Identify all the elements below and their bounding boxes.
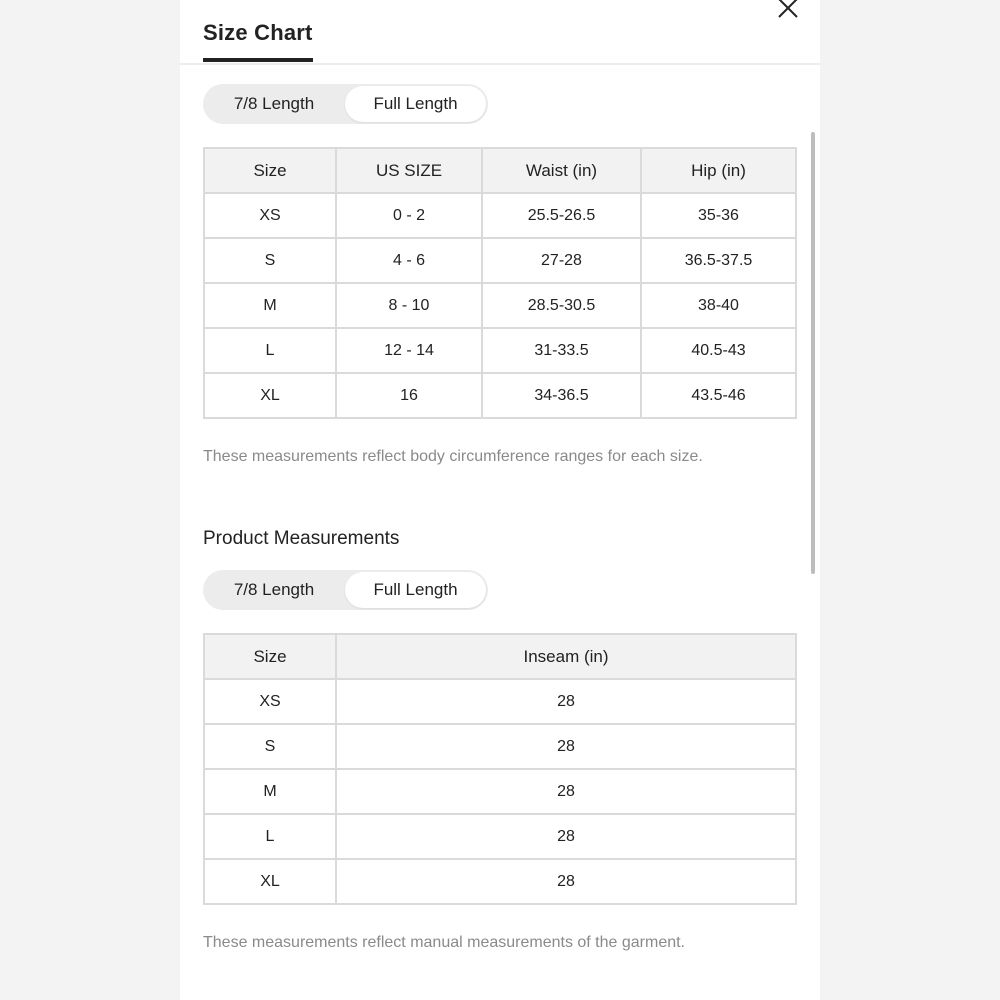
table-header-row: [204, 634, 796, 679]
table-cell: 43.5-46: [641, 373, 796, 418]
table-row: [204, 193, 796, 238]
table-row: [204, 373, 796, 418]
table-cell: 35-36: [641, 193, 796, 238]
scrollbar[interactable]: [811, 132, 815, 574]
column-header: US SIZE: [336, 148, 482, 193]
table-cell: 12 - 14: [336, 328, 482, 373]
size-chart-tab[interactable]: Size Chart: [203, 20, 313, 62]
table-cell: 16: [336, 373, 482, 418]
table-cell: L: [204, 328, 336, 373]
table-row: [204, 769, 796, 814]
table-row: [204, 238, 796, 283]
table-cell: S: [204, 238, 336, 283]
table-cell: 0 - 2: [336, 193, 482, 238]
table-cell: 28: [336, 859, 796, 904]
table-cell: L: [204, 814, 336, 859]
table-cell: M: [204, 283, 336, 328]
column-header: Waist (in): [482, 148, 641, 193]
table-row: [204, 814, 796, 859]
toggle-full-length[interactable]: Full Length: [345, 86, 486, 122]
size-chart-length-toggle: [203, 84, 488, 124]
toggle-7-8-length[interactable]: 7/8 Length: [233, 580, 315, 599]
close-icon: [776, 0, 800, 20]
table-cell: 28.5-30.5: [482, 283, 641, 328]
size-chart-modal: [180, 0, 820, 1000]
column-header: Hip (in): [641, 148, 796, 193]
product-measurements-length-toggle: [203, 570, 488, 610]
table-cell: 31-33.5: [482, 328, 641, 373]
table-cell: XL: [204, 859, 336, 904]
table-cell: 40.5-43: [641, 328, 796, 373]
table-cell: XS: [204, 679, 336, 724]
table-cell: 28: [336, 724, 796, 769]
table-row: [204, 283, 796, 328]
table-cell: 28: [336, 679, 796, 724]
toggle-full-length[interactable]: Full Length: [345, 572, 486, 608]
product-measurements-note: These measurements reflect manual measurements of the garment.: [203, 934, 685, 951]
table-cell: 4 - 6: [336, 238, 482, 283]
table-cell: 38-40: [641, 283, 796, 328]
table-cell: XS: [204, 193, 336, 238]
table-cell: 28: [336, 769, 796, 814]
table-row: [204, 328, 796, 373]
toggle-7-8-length[interactable]: 7/8 Length: [233, 94, 315, 113]
product-measurements-table: [203, 633, 797, 905]
size-chart-table: [203, 147, 797, 419]
product-measurements-title: Product Measurements: [203, 528, 400, 549]
column-header: Inseam (in): [336, 634, 796, 679]
close-button[interactable]: [776, 0, 800, 20]
table-cell: XL: [204, 373, 336, 418]
table-row: [204, 859, 796, 904]
table-cell: S: [204, 724, 336, 769]
table-row: [204, 679, 796, 724]
table-row: [204, 724, 796, 769]
table-cell: 8 - 10: [336, 283, 482, 328]
table-cell: 27-28: [482, 238, 641, 283]
size-chart-note: These measurements reflect body circumference ranges for each size.: [203, 448, 703, 465]
table-cell: M: [204, 769, 336, 814]
table-cell: 25.5-26.5: [482, 193, 641, 238]
table-cell: 36.5-37.5: [641, 238, 796, 283]
table-header-row: [204, 148, 796, 193]
table-cell: 34-36.5: [482, 373, 641, 418]
column-header: Size: [204, 148, 336, 193]
table-cell: 28: [336, 814, 796, 859]
header-divider: [180, 63, 820, 65]
column-header: Size: [204, 634, 336, 679]
